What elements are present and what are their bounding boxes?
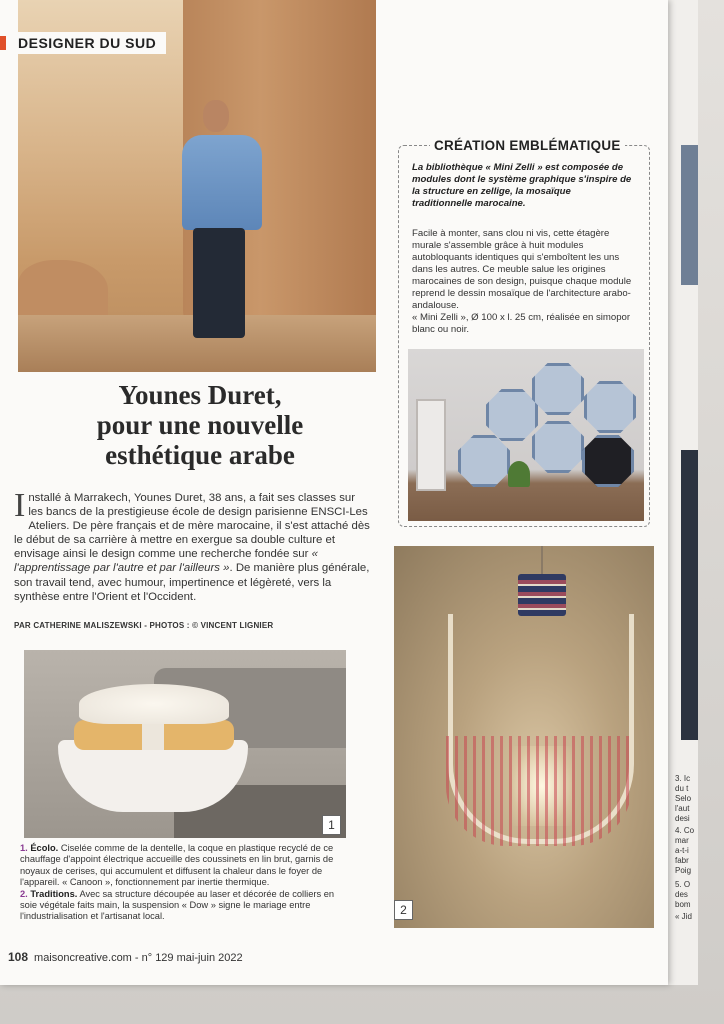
adjacent-text-line: a-t-i: [675, 846, 689, 855]
shelf-module: [458, 435, 510, 487]
captions: [20, 843, 340, 923]
caption-label: Traditions.: [30, 888, 78, 899]
rock: [18, 260, 108, 320]
heater-photo: [24, 650, 346, 838]
shelf-module-black: [582, 435, 634, 487]
lamp-cord: [541, 546, 543, 576]
box-body-text: Facile à monter, sans clou ni vis, cette étagère murale s'assemble grâce à huit modules autobloquants identiques qui s'emboîtent les uns dans les autres. Ce meuble salue les origines marocaines de son design, puisque chaque module reprend le dessin mosaïque de l'architecture arabo-andalouse.: [412, 228, 632, 311]
page-number: 108: [8, 950, 29, 964]
portrait-photo: [18, 0, 376, 372]
caption-2: [20, 889, 340, 923]
adjacent-text-line: 3. Ic: [675, 774, 691, 783]
title-line: pour une nouvelle: [96, 410, 304, 440]
designer-head: [203, 100, 229, 132]
adjacent-text-line: fabr: [675, 856, 689, 865]
plant: [508, 461, 530, 487]
shelf-module: [584, 381, 636, 433]
shelves-photo: [408, 349, 644, 521]
adjacent-text-line: mar: [675, 836, 689, 845]
adjacent-text-line: 4. Co: [675, 826, 695, 835]
drop-cap: I: [14, 487, 26, 524]
rubric-label: DESIGNER DU SUD: [18, 35, 157, 51]
byline: PAR CATHERINE MALISZEWSKI - PHOTOS : © VINCENT LIGNIER: [14, 621, 274, 630]
adjacent-text-line: des: [675, 890, 688, 899]
adjacent-text-line: du t: [675, 784, 689, 793]
intro-quote: « l'apprentissage par l'autre et par l'ailleurs »: [14, 548, 318, 575]
page-footer: [8, 950, 243, 964]
title-line: esthétique arabe: [105, 440, 295, 470]
intro-text-end: . De manière plus générale, son travail tend, avec humour, impertinence et légèreté, vers la synthèse entre l'Orient et l'Occident.: [14, 562, 370, 603]
heater-lid: [79, 684, 229, 724]
adjacent-text-line: bom: [675, 900, 691, 909]
box-spec: « Mini Zelli », Ø 100 x l. 25 cm, réalisée en simopor blanc ou noir.: [412, 312, 631, 335]
shelf-module: [532, 421, 584, 473]
caption-number: 1.: [20, 843, 28, 853]
footer-text: maisoncreative.com - n° 129 mai-juin 2022: [34, 952, 243, 964]
lamp-top: [518, 574, 566, 616]
title-line: Younes Duret,: [118, 380, 282, 410]
adjacent-photo-top: [681, 145, 698, 285]
intro-paragraph: [14, 487, 370, 604]
designer-legs: [193, 228, 245, 338]
caption-number: 2.: [20, 888, 28, 899]
caption-1: [20, 843, 340, 889]
adjacent-text-line: desi: [675, 814, 690, 823]
shelf-module: [486, 389, 538, 441]
designer-figure: [182, 135, 262, 230]
box-title: CRÉATION EMBLÉMATIQUE: [430, 138, 625, 153]
caption-text: Ciselée comme de la dentelle, la coque en plastique recyclé de ce chauffage d'appoint électrique accueille des coussinets en lin brut, garnis de noyaux de cerises, qui accumulent et diffusent la chaleur dans le foyer de l'appareil. « Canoon », fonctionnement par inertie thermique.: [20, 843, 334, 888]
shelf-module: [532, 363, 584, 415]
photo-number-badge: 1: [322, 815, 341, 835]
box-lead: La bibliothèque « Mini Zelli » est composée de modules dont le système graphique s'inspire de la structure en zellige, la mosaïque traditionnelle marocaine.: [412, 162, 632, 209]
caption-text: Avec sa structure découpée au laser et décorée de colliers en soie végétale faits main, la suspension « Dow » signe le mariage entre l'industrialisation et l'artisanat local.: [20, 888, 335, 922]
adjacent-text-line: Selo: [675, 794, 692, 803]
adjacent-photo-bottom: [681, 450, 698, 740]
photo-number-badge: 2: [394, 900, 413, 920]
heater-stem: [142, 720, 164, 750]
adjacent-text-line: « Jid: [675, 912, 692, 921]
rubric-bar: [0, 36, 6, 50]
article-title: [30, 380, 370, 470]
adjacent-text-line: 5. O: [675, 880, 691, 889]
section-rubric: [0, 32, 166, 54]
door: [416, 399, 446, 491]
intro-text: nstallé à Marrakech, Younes Duret, 38 ans, a fait ses classes sur les bancs de la prestigieuse école de design parisienne ENSCI-Les Ateliers. De père français et de mère marocaine, il s'est attaché dès le début de sa carrière à mettre en exergue sa double culture et envisage ainsi le design comme une recherche fondée sur: [14, 492, 370, 561]
caption-label: Écolo.: [30, 843, 59, 853]
lamp-photo: [394, 546, 654, 928]
lamp-beads: [446, 736, 632, 846]
adjacent-text-line: l'aut: [675, 804, 690, 813]
box-body: [412, 228, 636, 336]
adjacent-text-line: Poig: [675, 866, 692, 875]
